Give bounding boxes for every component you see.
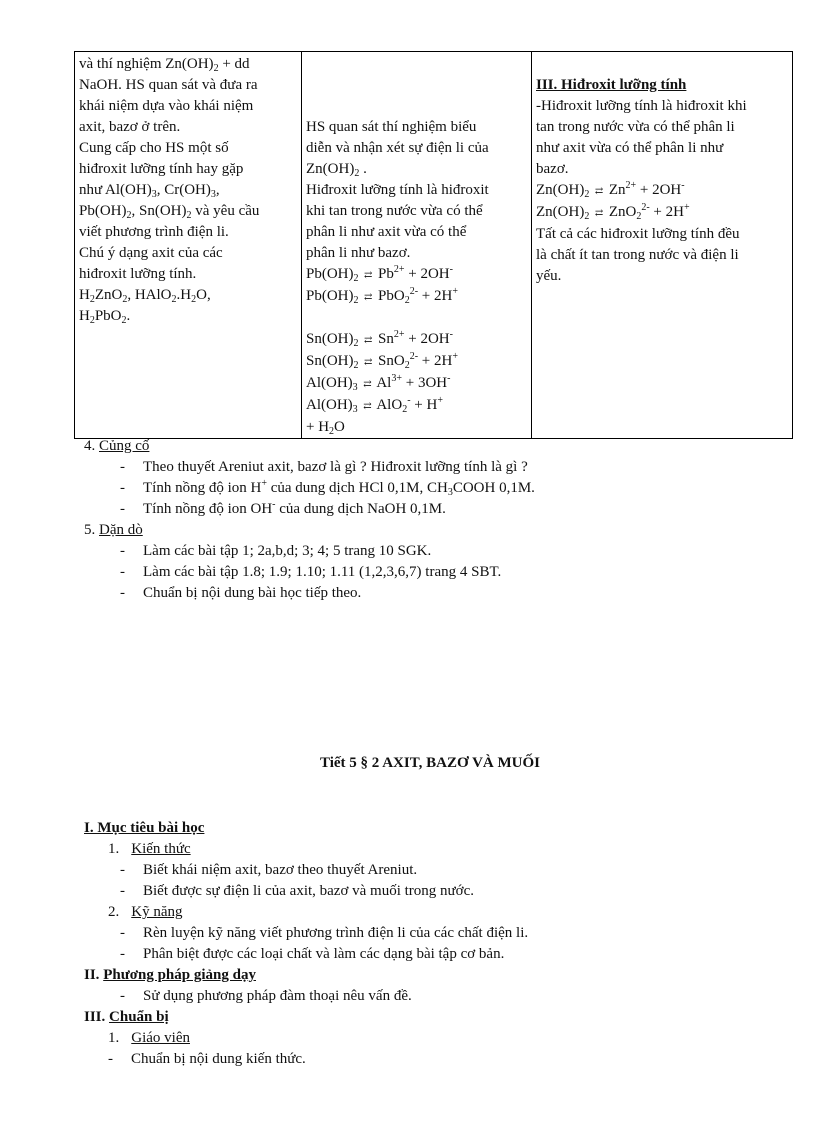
teacher-heading: 1. Giáo viên [108,1030,190,1046]
list-item: - Làm các bài tập 1.8; 1.9; 1.10; 1.11 (1,2,3,6,7) trang 4 SBT. [120,564,502,580]
list-item: - Phân biệt được các loại chất và làm các dạng bài tập cơ bản. [120,946,505,962]
teacher-activity-cell: và thí nghiệm $Zn(OH)_2$ + dd NaOH. HS quan sát và đưa ra khái niệm dựa vào khái niệm axit, bazơ ở trên. Cung cấp cho HS một số hiđroxit lưỡng tính hay gặp như $Al(OH)_3$, $Cr(OH)_3$, $Pb(OH)_2$, $Sn(OH)_2$ và yêu cầu viết phương trình điện li. Chú ý dạng axit của các hiđroxit lưỡng tính. $H_2ZnO_2$, $HAlO_2.H_2O$, $H_2PbO_2$. [75,52,302,439]
knowledge-heading: 1. Kiến thức [108,841,191,857]
homework-heading: 5. Dặn dò [84,522,143,538]
equilibrium-arrow-icon: ⇄ [364,270,373,281]
list-item: - Rèn luyện kỹ năng viết phương trình điện li của các chất điện li. [120,925,529,941]
methods-heading: II. Phương pháp giảng dạy [84,967,256,983]
equilibrium-arrow-icon: ⇄ [364,357,373,368]
student-activity-cell: HS quan sát thí nghiệm biểu diễn và nhận xét sự điện li của $Zn(OH)_2$ . Hiđroxit lưỡng tính là hiđroxit khi tan trong nước vừa có thể phân li như axit vừa có thể phân li như bazơ. $Pb(OH)_2$ ⇄ $Pb^{2+} + 2OH^-$ $Pb(OH)_2$ ⇄ PbO$_2^{2-}$ + 2H+ $Sn(OH)_2$ ⇄ $Sn^{2+} + 2OH^-$ $Sn(OH)_2$ ⇄ SnO$_2^{2-}$ + 2H+ $Al(OH)_3$ ⇄ $Al^{3+} + 3OH^-$ $Al(OH)_3$ ⇄ AlO$_2$- + H+ + $H_2O$ [302,52,532,439]
equilibrium-arrow-icon: ⇄ [594,208,604,219]
equilibrium-arrow-icon: ⇄ [363,401,372,412]
equilibrium-arrow-icon: ⇄ [363,379,372,390]
list-item: - Chuẩn bị nội dung kiến thức. [108,1051,306,1067]
lesson-table [74,51,793,439]
list-item: - Biết khái niệm axit, bazơ theo thuyết Areniut. [120,862,418,878]
list-item: - Theo thuyết Areniut axit, bazơ là gì ? Hiđroxit lưỡng tính là gì ? [120,459,528,475]
equilibrium-arrow-icon: ⇄ [594,186,604,197]
skills-heading: 2. Kỹ năng [108,904,183,920]
equilibrium-arrow-icon: ⇄ [364,335,373,346]
equilibrium-arrow-icon: ⇄ [364,292,373,303]
list-item: - Tính nồng độ ion H+ của dung dịch HCl 0,1M, $CH_3COOH$ 0,1M. [120,478,535,498]
objectives-heading: I. Mục tiêu bài học [84,820,205,836]
list-item: - Chuẩn bị nội dung bài học tiếp theo. [120,585,362,601]
content-cell: III. Hiđroxit lưỡng tính -Hiđroxit lưỡng tính là hiđroxit khi tan trong nước vừa có thể phân li như axit vừa có thể phân li như bazơ. $Zn(OH)_2$ ⇄ $Zn^{2+} + 2OH^-$ $Zn(OH)_2$ ⇄ ZnO$_2^{2-}$ + 2H+ Tất cả các hiđroxit lưỡng tính đều là chất ít tan trong nước và điện li yếu. [532,52,793,439]
preparation-heading: III. Chuẩn bị [84,1009,169,1025]
list-item: - Tính nồng độ ion OH- của dung dịch NaOH 0,1M. [120,499,446,517]
list-item: - Biết được sự điện li của axit, bazơ và muối trong nước. [120,883,475,899]
list-item: - Làm các bài tập 1; 2a,b,d; 3; 4; 5 trang 10 SGK. [120,543,432,559]
consolidation-heading: 4. Củng cố [84,438,150,454]
section-heading: III. Hiđroxit lưỡng tính [536,77,687,93]
lesson-title: Tiết 5 § 2 AXIT, BAZƠ VÀ MUỐI [319,755,541,771]
table-row [75,52,793,439]
list-item: - Sử dụng phương pháp đàm thoại nêu vấn đề. [120,988,412,1004]
